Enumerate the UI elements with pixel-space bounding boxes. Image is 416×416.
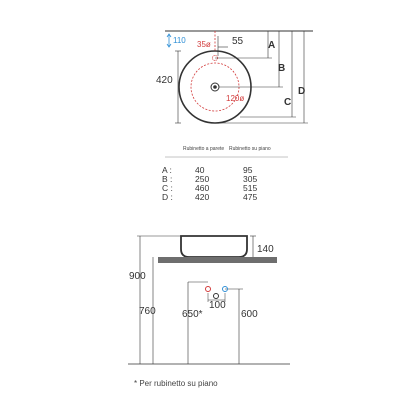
dim-760-label: 760: [139, 306, 156, 317]
table-row-label: D :: [162, 192, 173, 202]
dim-120-label: 120ø: [226, 94, 245, 103]
table-cell-deck: 515: [243, 183, 258, 193]
table-cell-wall: 460: [195, 183, 210, 193]
dim-140-label: 140: [257, 244, 274, 255]
hot-water-inlet: [206, 287, 211, 292]
table-header-deck: Rubinetto su piano: [229, 146, 271, 152]
top-view: [156, 31, 313, 123]
table-cell-wall: 40: [195, 165, 205, 175]
table-cell-deck: 475: [243, 192, 258, 202]
table-row-label: A :: [162, 165, 172, 175]
dim-420-label: 420: [156, 75, 173, 86]
dim-100-label: 100: [209, 300, 226, 311]
dim-c-label: C: [284, 97, 292, 108]
dimension-table: [162, 146, 288, 202]
dim-600-label: 600: [241, 309, 258, 320]
table-cell-wall: 250: [195, 174, 210, 184]
table-header-wall: Rubinetto a parete: [183, 146, 225, 152]
table-row-label: C :: [162, 183, 173, 193]
dim-d-label: D: [298, 86, 306, 97]
table-cell-deck: 305: [243, 174, 258, 184]
table-row: [162, 192, 257, 202]
drain-outlet: [214, 294, 219, 299]
dim-110-label: 110: [173, 36, 186, 45]
dim-a-label: A: [268, 40, 276, 51]
dim-35-label: 35ø: [197, 40, 211, 49]
table-cell-wall: 420: [195, 192, 210, 202]
dim-b-label: B: [278, 63, 286, 74]
table-cell-deck: 95: [243, 165, 253, 175]
drain-inner: [213, 85, 217, 89]
dim-900-label: 900: [129, 271, 146, 282]
side-view: [128, 236, 290, 364]
dim-650-label: 650*: [182, 309, 203, 320]
table-row-label: B :: [162, 174, 173, 184]
basin-side: [181, 236, 247, 257]
countertop: [158, 257, 277, 263]
dim-55-label: 55: [232, 36, 244, 47]
footnote: * Per rubinetto su piano: [134, 379, 218, 388]
